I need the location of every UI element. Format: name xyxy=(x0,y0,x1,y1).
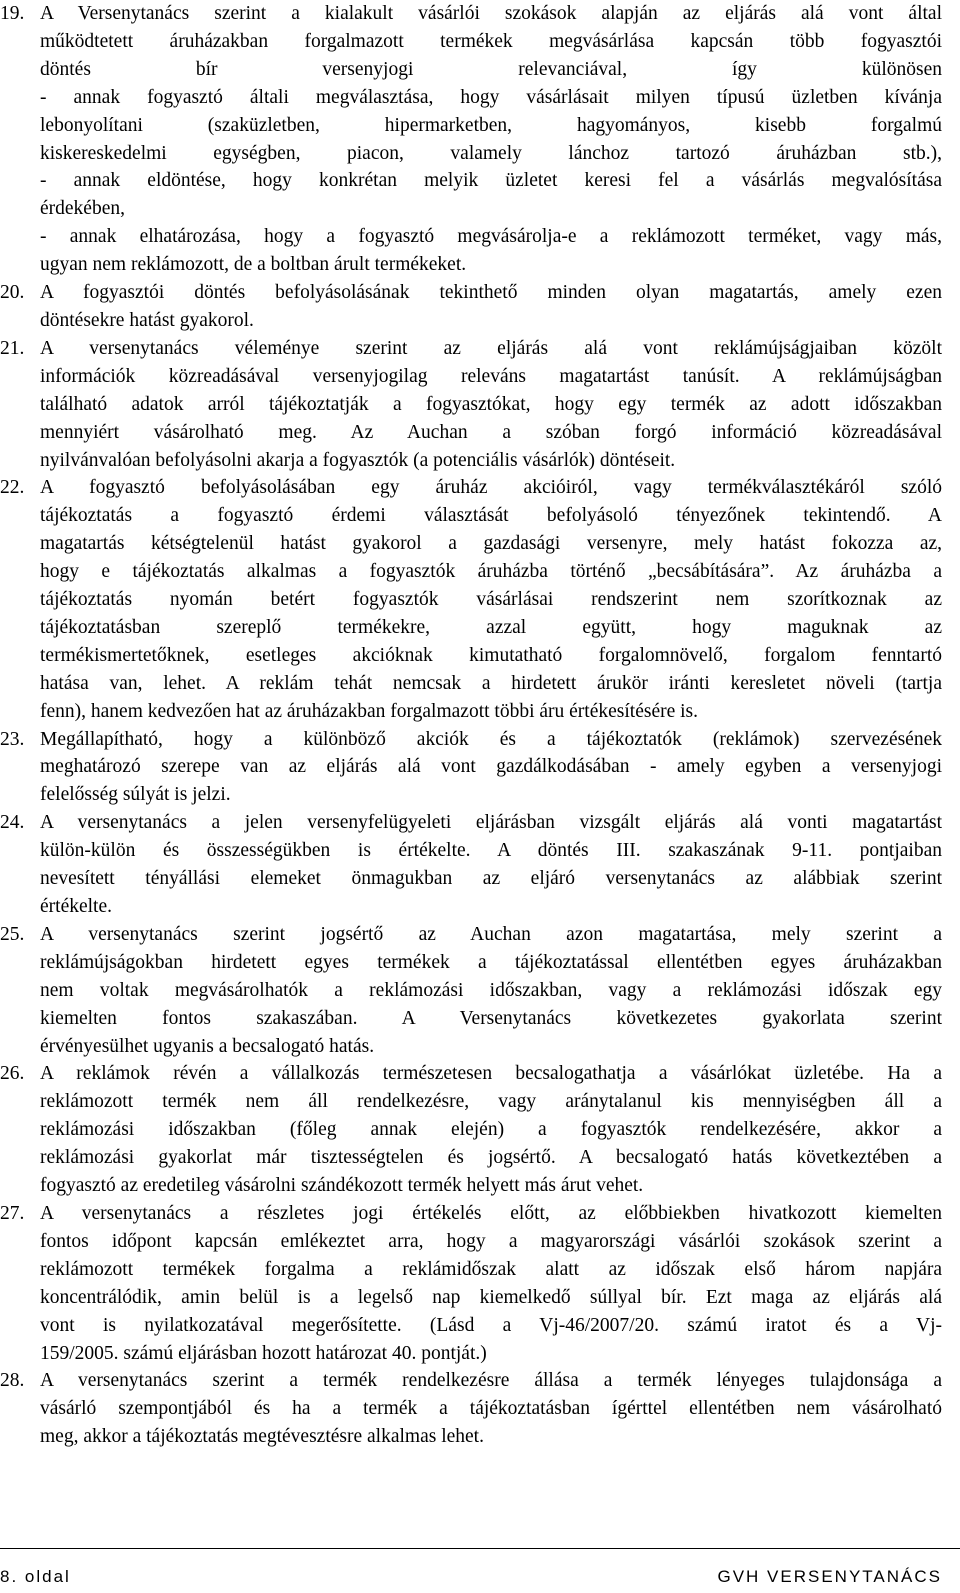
paragraph-line: érvényesülhet ugyanis a becsalogató hatás. xyxy=(40,1035,375,1057)
paragraph-line: lebonyolítani (szaküzletben, hipermarketben, hagyományos, kisebb forgalmú xyxy=(40,114,942,136)
paragraph-line: A versenytanács véleménye szerint az eljárás alá vont reklámújságjaiban közölt xyxy=(40,337,942,359)
paragraph-line: vont is nyilatkozatával megerősítette. (Lásd a Vj-46/2007/20. számú iratot és a Vj- xyxy=(40,1314,942,1336)
footer-divider xyxy=(0,1548,960,1549)
paragraph-line: A versenytanács a részletes jogi értékelés előtt, az előbbiekben hivatkozott kiemelten xyxy=(40,1202,942,1224)
paragraph-line: A versenytanács a jelen versenyfelügyeleti eljárásban vizsgált eljárás alá vonti magatartást xyxy=(40,812,942,834)
paragraph-line: A reklámok révén a vállalkozás természetesen becsalogathatja a vásárlókat üzletébe. Ha a xyxy=(40,1063,942,1085)
paragraph-line: nem voltak megvásárolhatók a reklámozási időszakban, vagy a reklámozási időszak egy xyxy=(40,979,942,1001)
paragraph-line: nevesített tényállási elemeket önmagukban az eljáró versenytanács az alábbiak szerint xyxy=(40,868,942,890)
paragraph-line: döntésekre hatást gyakorol. xyxy=(40,309,254,331)
paragraph-line: A versenytanács szerint a termék rendelkezésre állása a termék lényeges tulajdonsága a xyxy=(40,1370,942,1392)
numbered-paragraph xyxy=(0,335,960,475)
paragraph-line: fenn), hanem kedvezően hat az áruházakban forgalmazott többi áru értékesítésére is. xyxy=(40,700,699,722)
paragraph-line: hogy e tájékoztatás alkalmas a fogyasztók áruházba történő „becsábítására”. Az áruházba a xyxy=(40,561,942,583)
paragraph-line: fogyasztó az eredetileg vásárolni szándékozott termék helyett más árut vehet. xyxy=(40,1175,644,1197)
paragraph-line: érdekében, xyxy=(40,198,125,220)
paragraph-line: A versenytanács szerint jogsértő az Auchan azon magatartása, mely szerint a xyxy=(40,923,942,945)
paragraph-line: tájékoztatás nyomán betért fogyasztók vásárlásai rendszerint nem szorítkoznak az xyxy=(40,589,942,611)
paragraph-number: 25. xyxy=(0,923,25,945)
paragraph-line: A fogyasztó befolyásolásában egy áruház akcióiról, vagy termékválasztékáról szóló xyxy=(40,477,942,499)
paragraph-line: tájékoztatásban szereplő termékekre, azzal együtt, hogy maguknak az xyxy=(40,616,942,638)
paragraph-line: értékelte. xyxy=(40,896,112,917)
paragraph-line: fontos időpont kapcsán emlékeztet arra, hogy a magyarországi vásárlói szokások szerint a xyxy=(40,1230,942,1252)
paragraph-line: külön-külön és összességükben is értékelte. A döntés III. szakaszának 9-11. pontjaiban xyxy=(40,840,942,862)
numbered-paragraph xyxy=(0,0,960,279)
paragraph-line: ugyan nem reklámozott, de a boltban árult termékeket. xyxy=(40,254,467,276)
paragraph-line: található adatok arról tájékoztatják a fogyasztókat, hogy egy termék az adott időszakban xyxy=(40,393,942,415)
paragraph-line: A Versenytanács szerint a kialakult vásárlói szokások alapján az eljárás alá vont által xyxy=(40,3,942,24)
numbered-paragraph xyxy=(0,279,960,335)
paragraph-line: - annak elhatározása, hogy a fogyasztó megvásárolja-e a reklámozott terméket, vagy más, xyxy=(40,226,942,248)
numbered-paragraph xyxy=(0,1367,960,1451)
numbered-paragraph xyxy=(0,1200,960,1367)
numbered-paragraph xyxy=(0,921,960,1061)
paragraph-number: 22. xyxy=(0,477,25,499)
paragraph-line: A fogyasztói döntés befolyásolásának tekinthető minden olyan magatartás, amely ezen xyxy=(40,282,942,304)
page-number-label: 8. oldal xyxy=(0,1567,71,1586)
paragraph-line: magatartás kétségtelenül hatást gyakorol a gazdasági versenyre, mely hatást fokozza az, xyxy=(40,533,942,555)
paragraph-line: koncentrálódik, amin belül is a legelső nap kiemelkedő súllyal bír. Ezt maga az eljárás alá xyxy=(40,1286,942,1308)
paragraph-number: 27. xyxy=(0,1202,25,1224)
paragraph-line: reklámújságokban hirdetett egyes termékek a tájékoztatással ellentétben egyes áruházakban xyxy=(40,951,942,973)
paragraph-line: 159/2005. számú eljárásban hozott határozat 40. pontját.) xyxy=(40,1342,487,1364)
paragraph-line: döntés bír versenyjogi relevanciával, így különösen xyxy=(40,58,942,80)
paragraph-number: 21. xyxy=(0,337,25,359)
paragraph-line: kiskereskedelmi egységben, piacon, valamely lánchoz tartozó áruházban stb.), xyxy=(40,142,942,164)
paragraph-line: működtetett áruházakban forgalmazott termékek megvásárlása kapcsán több fogyasztói xyxy=(40,30,942,52)
paragraph-line: Megállapítható, hogy a különböző akciók és a tájékoztatók (reklámok) szervezésének xyxy=(40,728,942,750)
paragraph-line: - annak fogyasztó általi megválasztása, hogy vásárlásait milyen típusú üzletben kívánja xyxy=(40,86,942,108)
paragraph-line: reklámozási időszakban (főleg annak elején) a fogyasztók rendelkezésére, akkor a xyxy=(40,1119,942,1141)
paragraph-number: 19. xyxy=(0,3,25,24)
paragraph-line: felelősség súlyát is jelzi. xyxy=(40,784,231,806)
paragraph-line: termékismertetőknek, esetleges akcióknak kimutatható forgalomnövelő, forgalom fenntartó xyxy=(40,644,942,666)
paragraph-line: reklámozott termékek forgalma a reklámidőszak alatt az időszak első három napjára xyxy=(40,1258,942,1280)
paragraph-number: 23. xyxy=(0,728,25,750)
paragraph-line: meg, akkor a tájékoztatás megtévesztésre alkalmas lehet. xyxy=(40,1426,484,1448)
paragraph-line: meghatározó szerepe van az eljárás alá vont gazdálkodásában - amely egyben a versenyjogi xyxy=(40,756,942,778)
numbered-paragraph xyxy=(0,809,960,921)
paragraph-line: vásárló szempontjából és ha a termék a tájékoztatásban ígérttel ellentétben nem vásárolható xyxy=(40,1398,942,1420)
paragraph-number: 26. xyxy=(0,1063,25,1085)
paragraph-number: 28. xyxy=(0,1370,25,1392)
paragraph-line: reklámozási gyakorlat már tisztességtelen és jogsértő. A becsalogató hatás következtében a xyxy=(40,1147,942,1169)
numbered-paragraph xyxy=(0,1060,960,1200)
numbered-paragraph xyxy=(0,474,960,725)
paragraph-line: hatása van, lehet. A reklám tehát nemcsak a hirdetett árukör iránti keresletet növeli (tartja xyxy=(40,672,942,694)
paragraph-line: nyilvánvalóan befolyásolni akarja a fogyasztók (a potenciális vásárlók) döntéseit. xyxy=(40,449,676,471)
paragraph-line: kiemelten fontos szakaszában. A Versenytanács következetes gyakorlata szerint xyxy=(40,1007,942,1029)
paragraph-number: 20. xyxy=(0,282,25,304)
footer-organization: GVH VERSENYTANÁCS xyxy=(717,1567,942,1586)
paragraph-line: tájékoztatás a fogyasztó érdemi választását befolyásoló tényezőnek tekintendő. A xyxy=(40,505,942,527)
paragraph-line: mennyiért vásárolható meg. Az Auchan a szóban forgó információ közreadásával xyxy=(40,421,942,443)
numbered-paragraph xyxy=(0,726,960,810)
paragraph-line: reklámozott termék nem áll rendelkezésre, vagy aránytalanul kis mennyiségben áll a xyxy=(40,1091,942,1113)
paragraph-line: információk közreadásával versenyjogilag releváns magatartást tanúsít. A reklámújságban xyxy=(40,365,942,387)
paragraph-line: - annak eldöntése, hogy konkrétan melyik üzletet keresi fel a vásárlás megvalósítása xyxy=(40,170,942,192)
paragraph-number: 24. xyxy=(0,812,25,834)
